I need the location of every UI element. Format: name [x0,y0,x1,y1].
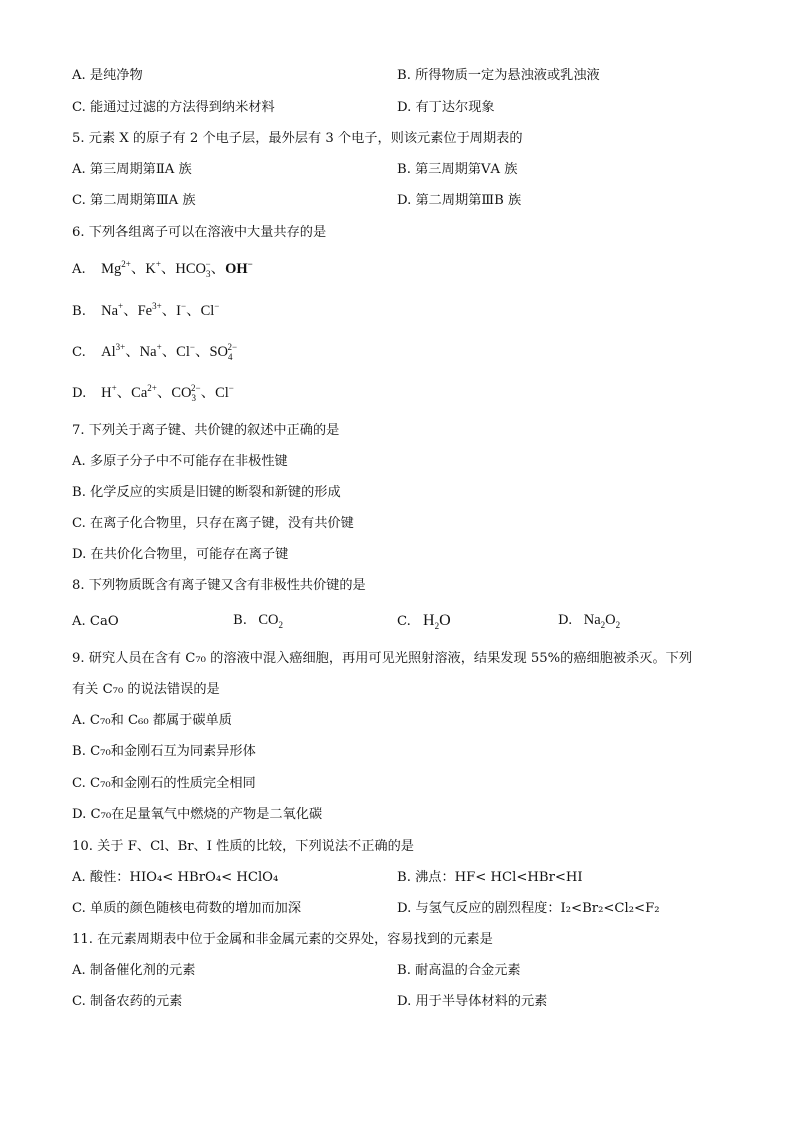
q9-option-c: C. C₇₀和金刚石的性质完全相同 [72,776,256,791]
q8-c-formula: $H_2O$ [415,612,451,632]
q4-option-d: D. 有丁达尔现象 [397,100,495,115]
q4-option-c: C. 能通过过滤的方法得到纳米材料 [72,100,275,115]
q7-stem: 7. 下列关于离子键、共价键的叙述中正确的是 [72,423,340,438]
q9-option-a: A. C₇₀和 C₆₀ 都属于碳单质 [72,713,232,728]
q8-b-formula: $CO_2$ [251,612,283,630]
q4-option-a: A. 是纯净物 [72,68,143,83]
q6-d-formula: H+、$Ca^{2+}$、$CO_3^{2-}$、Cl− [98,383,234,403]
q5-stem: 5. 元素 X 的原子有 2 个电子层，最外层有 3 个电子，则该元素位于周期表的 [72,131,523,146]
q8-b-label: B. [233,613,247,628]
q8-option-b [233,613,283,628]
q6-a-label: A. [72,262,86,277]
q5-option-b: B. 第三周期第ⅤA 族 [397,162,518,177]
q9-stem-line1: 9. 研究人员在含有 C₇₀ 的溶液中混入癌细胞，再用可见光照射溶液，结果发现 55%的癌细胞被杀灭。下列 [72,651,693,666]
q7-option-d: D. 在共价化合物里，可能存在离子键 [72,547,289,562]
q10-option-b: B. 沸点：HF< HCl<HBr<HI [397,870,583,885]
q6-b-formula: Na+、$Fe^{3+}$、I−、Cl− [98,301,220,319]
q7-option-a: A. 多原子分子中不可能存在非极性键 [72,454,288,469]
q8-stem: 8. 下列物质既含有离子键又含有非极性共价键的是 [72,578,366,593]
q9-stem-line2: 有关 C₇₀ 的说法错误的是 [72,682,220,697]
q11-stem: 11. 在元素周期表中位于金属和非金属元素的交界处，容易找到的元素是 [72,932,493,947]
q11-option-b: B. 耐高温的合金元素 [397,963,521,978]
q8-option-c [397,612,451,632]
q9-option-b: B. C₇₀和金刚石互为同素异形体 [72,744,256,759]
q10-option-a: A. 酸性：HIO₄< HBrO₄< HClO₄ [72,870,279,885]
q11-option-c: C. 制备农药的元素 [72,994,183,1009]
q6-option-d [72,383,234,403]
q6-option-c [72,342,238,362]
q8-option-d [558,613,620,628]
q8-d-label: D. [558,613,573,628]
q6-stem: 6. 下列各组离子可以在溶液中大量共存的是 [72,225,327,240]
q11-option-d: D. 用于半导体材料的元素 [397,994,548,1009]
q10-stem: 10. 关于 F、Cl、Br、I 性质的比较，下列说法不正确的是 [72,839,414,854]
q7-option-c: C. 在离子化合物里，只存在离子键，没有共价键 [72,516,354,531]
q6-c-label: C. [72,345,86,360]
q5-option-d: D. 第二周期第ⅢB 族 [397,193,522,208]
q7-option-b: B. 化学反应的实质是旧键的断裂和新键的形成 [72,485,341,500]
q6-d-label: D. [72,386,87,401]
q5-option-a: A. 第三周期第ⅡA 族 [72,162,192,177]
q6-a-formula: $Mg^{2+}$、K+、$HCO_3^-$、OH− [98,259,253,279]
q9-option-d: D. C₇₀在足量氧气中燃烧的产物是二氧化碳 [72,807,323,822]
q6-option-a [72,259,253,279]
q6-c-formula: $Al^{3+}$、Na+、Cl−、$SO_4^{2-}$ [98,342,238,362]
q8-d-formula: $Na_2O_2$ [576,612,621,630]
q10-option-c: C. 单质的颜色随核电荷数的增加而加深 [72,901,302,916]
q6-option-b [72,301,220,319]
q8-c-label: C. [397,614,411,629]
q11-option-a: A. 制备催化剂的元素 [72,963,196,978]
q4-option-b: B. 所得物质一定为悬浊液或乳浊液 [397,68,600,83]
q10-option-d: D. 与氢气反应的剧烈程度：I₂<Br₂<Cl₂<F₂ [397,901,660,916]
q5-option-c: C. 第二周期第ⅢA 族 [72,193,196,208]
q6-b-label: B. [72,304,86,319]
q8-option-a: A. CaO [72,614,119,629]
